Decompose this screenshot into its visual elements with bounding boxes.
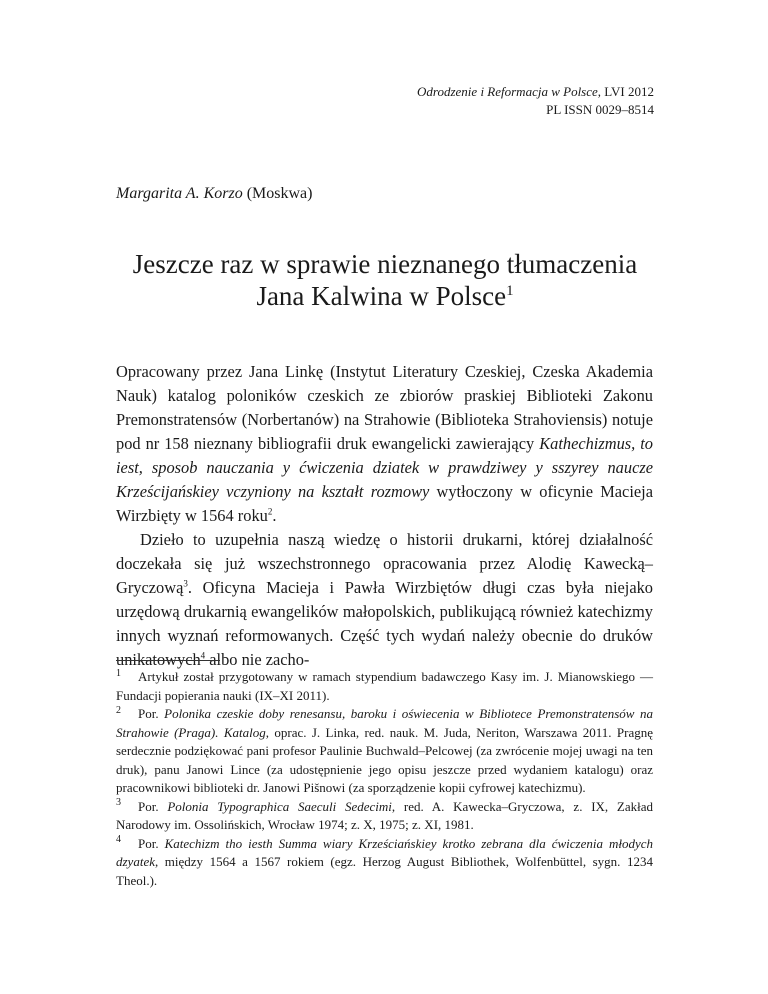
journal-citation bbox=[417, 83, 654, 101]
journal-issn: PL ISSN 0029–8514 bbox=[546, 102, 654, 117]
author-line bbox=[116, 185, 312, 203]
footnote-text: Por. bbox=[138, 798, 168, 814]
author-affiliation: (Moskwa) bbox=[246, 185, 313, 202]
title-line-2: Jana Kalwina w Polsce bbox=[256, 281, 507, 311]
footnote-2: 2 Por. Polonika czeskie doby renesansu, baroku i oświecenia w Bibliotece Premonstratensów na Strahowie (Praga). Katalog, oprac. J. Linka, red. nauk. M. Juda, Neriton, Warszawa 2011. Pragnę serdecznie podziękować pani profesor Paulinie Buchwald–Pelcowej (za zwrócenie mojej uwagi na ten druk), panu Janowi Lince (za udostępnienie jego opisu jeszcze przed wydaniem katalogu) oraz pracownikowi biblioteki dr. Janowi Pišnowi (za sporządzenie kopii cyfrowej katechizmu). bbox=[116, 704, 654, 795]
author-name: Margarita A. Korzo bbox=[116, 185, 243, 202]
paragraph-1 bbox=[116, 360, 653, 528]
article-body bbox=[116, 360, 653, 672]
cited-title: Polonia Typographica Saeculi Sedecimi bbox=[167, 798, 392, 814]
paragraph-1-end: . bbox=[272, 506, 277, 525]
paragraph-1-text-cont: wytłoczony w oficynie Macieja Wirzbięty w 1564 roku bbox=[116, 482, 653, 525]
journal-title: Odrodzenie i Reformacja w Polsce bbox=[417, 84, 598, 99]
cited-title: Polonika czeskie doby renesansu, baroku i oświecenia w Bibliotece Premonstratensów na Strahowie (Praga). Katalog bbox=[116, 706, 654, 740]
journal-header bbox=[417, 83, 654, 119]
footnote-ref-3[interactable]: 3 bbox=[183, 578, 188, 589]
paragraph-2-text-cont: . Oficyna Macieja i Pawła Wirzbiętów długi czas była niejako urzędową drukarnią ewangelików małopolskich, publikującą również katechizmy innych wyznań reformowanych. Część tych wydań należy obecnie do druków unikatowych bbox=[116, 578, 653, 669]
journal-volume: , LVI 2012 bbox=[597, 84, 654, 99]
footnote-text: Por. bbox=[138, 706, 165, 721]
footnote-3: 3 Por. Polonia Typographica Saeculi Sedecimi, red. A. Kawecka–Gryczowa, z. IX, Zakład Narodowy im. Ossolińskich, Wrocław 1974; z. X, 1975; z. XI, 1981. bbox=[116, 797, 654, 832]
catechism-title: Kathechizmus, to iest, sposob nauczania y ćwiczenia dziatek w prawdziwey y sszyrey naucze Krześcijańskiey vczyniony na kształt rozmowy bbox=[116, 434, 653, 501]
paragraph-2-end: albo nie zacho- bbox=[205, 650, 310, 669]
footnote-1: 1 Artykuł został przygotowany w ramach stypendium badawczego Kasy im. J. Mianowskiego — Fundacji popierania nauki (IX–XI 2011). bbox=[116, 667, 653, 703]
footnote-ref-2[interactable]: 2 bbox=[267, 506, 273, 517]
footnote-text: Por. bbox=[138, 835, 165, 851]
footnote-ref-4[interactable]: 4 bbox=[200, 650, 206, 661]
footnote-4: 4 Por. Katechizm tho iesth Summa wiary Krześciańskiey krotko zebrana dla ćwiczenia młodych dzyatek, między 1564 a 1567 rokiem (egz. Herzog August Bibliothek, Wolfenbüttel, sygn. 1234 Theol.). bbox=[116, 834, 653, 888]
article-title bbox=[100, 248, 670, 312]
footnotes bbox=[116, 668, 653, 890]
footnote-text-cont: , między 1564 a 1567 rokiem (egz. Herzog August Bibliothek, Wolfenbüttel, sygn. 1234 Theol.). bbox=[116, 854, 653, 888]
footnote-text-cont: , red. A. Kawecka–Gryczowa, z. IX, Zakład Narodowy im. Ossolińskich, Wrocław 1974; z. X, 1975; z. XI, 1981. bbox=[116, 798, 654, 832]
cited-title: Katechizm tho iesth Summa wiary Krześciańskiey krotko zebrana dla ćwiczenia młodych dzyatek bbox=[116, 835, 653, 869]
footnote-text-cont: , oprac. J. Linka, red. nauk. M. Juda, Neriton, Warszawa 2011. Pragnę serdecznie podziękować pani profesor Paulinie Buchwald–Pelcowej (za zwrócenie mojej uwagi na ten druk), panu Janowi Lince (za udostępnienie jego opisu jeszcze przed wydaniem katalogu) oraz pracownikowi biblioteki dr. Janowi Pišnowi (za sporządzenie kopii cyfrowej katechizmu). bbox=[116, 724, 653, 795]
footnote-text: Artykuł został przygotowany w ramach stypendium badawczego Kasy im. J. Mianowskiego — Fundacji popierania nauki (IX–XI 2011). bbox=[116, 669, 653, 703]
paragraph-1-text: Opracowany przez Jana Linkę (Instytut Literatury Czeskiej, Czeska Akademia Nauk) katalog poloników czeskich ze zbiorów praskiej Biblioteki Zakonu Premonstratensów (Norbertanów) na Strahowie (Biblioteka Strahoviensis) notuje pod nr 158 nieznany bibliografii druk ewangelicki zawierający bbox=[116, 362, 653, 453]
paragraph-2-text: Dzieło to uzupełnia naszą wiedzę o historii drukarni, której działalność doczekała się już wszechstronnego opracowania przez Alodię Kawecką–Gryczową bbox=[116, 530, 653, 597]
footnote-divider bbox=[116, 660, 220, 661]
title-footnote-ref[interactable]: 1 bbox=[506, 283, 514, 299]
title-line-1: Jeszcze raz w sprawie nieznanego tłumaczenia bbox=[132, 249, 638, 279]
paragraph-2 bbox=[116, 528, 653, 672]
